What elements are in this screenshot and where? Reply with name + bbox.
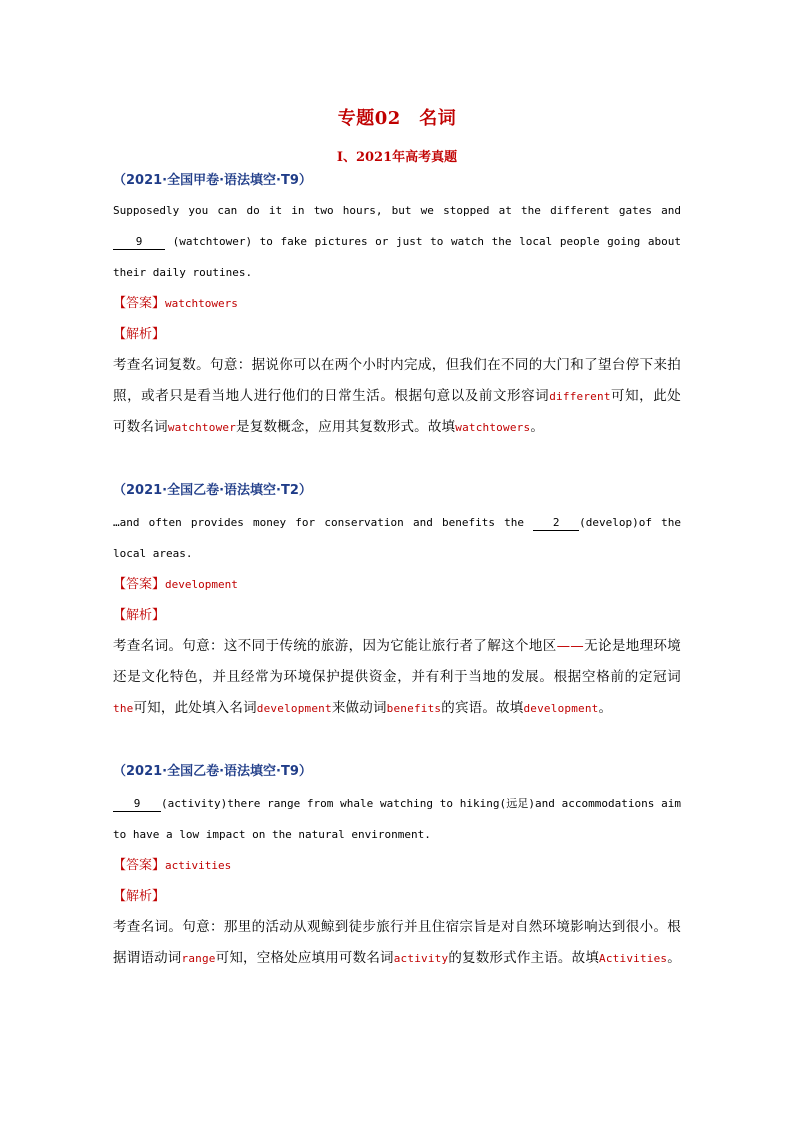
question-block-1 bbox=[113, 171, 681, 443]
question-block-2 bbox=[113, 481, 681, 724]
answer-label: 【答案】 bbox=[113, 577, 166, 592]
answer-value: activities bbox=[165, 859, 232, 872]
answer-blank: 9 bbox=[113, 797, 161, 812]
answer-row bbox=[113, 850, 681, 881]
question-source: （2021·全国乙卷·语法填空·T9） bbox=[113, 764, 312, 779]
analysis-label: 【解析】 bbox=[113, 889, 166, 904]
question-block-3 bbox=[113, 762, 681, 974]
section-subtitle: I、2021年高考真题 bbox=[336, 150, 458, 165]
question-source: （2021·全国甲卷·语法填空·T9） bbox=[113, 173, 312, 188]
analysis-row bbox=[113, 881, 681, 912]
analysis-label: 【解析】 bbox=[113, 608, 166, 623]
question-text: …and often provides money for conservation and benefits the 2 (develop)of the local areas. bbox=[113, 516, 681, 560]
analysis-label: 【解析】 bbox=[113, 327, 166, 342]
question-text: Supposedly you can do it in two hours, but we stopped at the different gates and 9 (watchtower) to fake pictures or just to watch the local people going about their daily routines. bbox=[113, 204, 681, 279]
answer-label: 【答案】 bbox=[113, 296, 166, 311]
answer-value: watchtowers bbox=[165, 297, 238, 310]
answer-blank: 2 bbox=[533, 516, 579, 531]
question-text: 9 (activity)there range from whale watching to hiking(远足)and accommodations aim to have a low impact on the natural environment. bbox=[113, 797, 681, 841]
answer-value: development bbox=[165, 578, 238, 591]
analysis-text: 考查名词。句意：这不同于传统的旅游，因为它能让旅行者了解这个地区——无论是地理环境还是文化特色，并且经常为环境保护提供资金，并有利于当地的发展。根据空格前的定冠词the可知，此处填入名词development来做动词benefits的宾语。故填development。 bbox=[113, 638, 681, 716]
analysis-row bbox=[113, 600, 681, 631]
answer-label: 【答案】 bbox=[113, 858, 166, 873]
answer-blank: 9 bbox=[113, 235, 165, 250]
question-source: （2021·全国乙卷·语法填空·T2） bbox=[113, 483, 312, 498]
answer-row bbox=[113, 569, 681, 600]
analysis-text: 考查名词。句意：那里的活动从观鲸到徒步旅行并且住宿宗旨是对自然环境影响达到很小。根据谓语动词range可知，空格处应填用可数名词activity的复数形式作主语。故填Activities。 bbox=[113, 919, 681, 966]
answer-row bbox=[113, 288, 681, 319]
page-title: 专题02 名词 bbox=[337, 108, 457, 129]
analysis-row bbox=[113, 319, 681, 350]
analysis-text: 考查名词复数。句意：据说你可以在两个小时内完成，但我们在不同的大门和了望台停下来拍照，或者只是看当地人进行他们的日常生活。根据句意以及前文形容词different可知，此处可数名词watchtower是复数概念，应用其复数形式。故填watchtowers。 bbox=[113, 357, 682, 435]
